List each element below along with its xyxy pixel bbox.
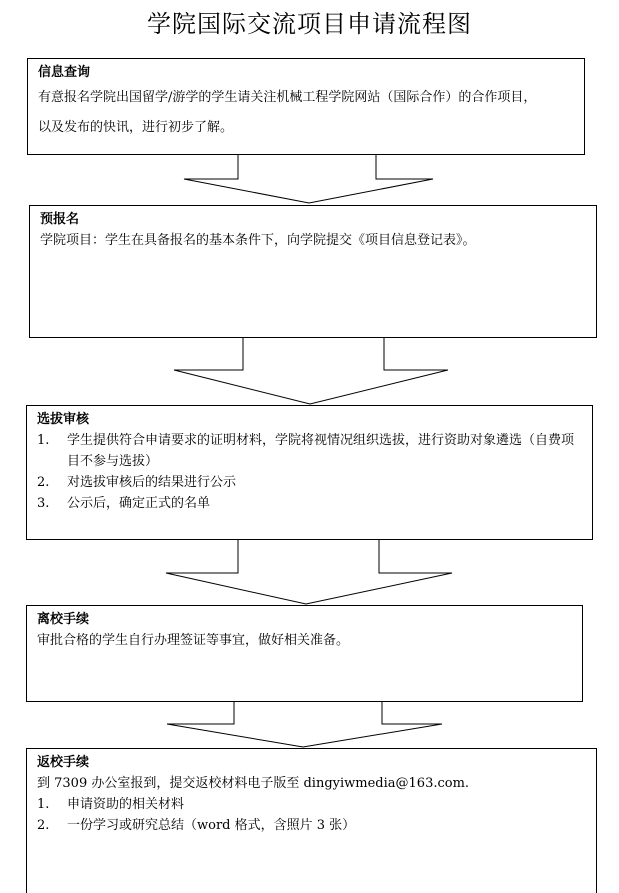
flow-arrow-2 <box>174 337 448 404</box>
list-text: 一份学习或研究总结（word 格式，含照片 3 张） <box>67 818 356 833</box>
list-number: 2. <box>37 818 50 833</box>
page-title: 学院国际交流项目申请流程图 <box>147 10 472 38</box>
step-heading: 返校手续 <box>37 755 90 770</box>
list-item <box>37 472 582 493</box>
step-selection-review <box>26 405 593 540</box>
list-number: 1. <box>37 797 50 812</box>
flow-arrow-4 <box>167 701 442 747</box>
step-list <box>37 430 582 514</box>
step-text: 学院项目：学生在具备报名的基本条件下，向学院提交《项目信息登记表》。 <box>40 233 476 248</box>
flow-arrow-1 <box>184 154 433 203</box>
list-text: 学生提供符合申请要求的证明材料，学院将视情况组织选拔，进行资助对象遴选（自费项目不参与选拔） <box>67 433 575 469</box>
step-return-procedures <box>26 748 597 893</box>
list-text: 对选拔审核后的结果进行公示 <box>67 475 237 490</box>
list-number: 3. <box>37 496 50 511</box>
step-text: 审批合格的学生自行办理签证等事宜，做好相关准备。 <box>37 633 350 648</box>
step-pre-registration <box>29 205 597 338</box>
step-departure-procedures <box>26 605 583 702</box>
list-item <box>37 430 582 472</box>
step-text: 有意报名学院出国留学/游学的学生请关注机械工程学院网站（国际合作）的合作项目， <box>38 90 537 105</box>
list-text: 公示后，确定正式的名单 <box>67 496 211 511</box>
list-text: 申请资助的相关材料 <box>67 797 185 812</box>
step-heading: 离校手续 <box>37 612 90 627</box>
list-item <box>37 815 586 836</box>
step-heading: 信息查询 <box>38 65 91 80</box>
list-item <box>37 493 582 514</box>
list-item <box>37 794 586 815</box>
step-heading: 预报名 <box>40 212 80 227</box>
step-list <box>37 794 586 836</box>
list-number: 2. <box>37 475 50 490</box>
step-info-query <box>27 58 585 155</box>
list-number: 1. <box>37 433 50 448</box>
step-text: 到 7309 办公室报到，提交返校材料电子版至 dingyiwmedia@163.com. <box>37 776 470 791</box>
step-heading: 选拔审核 <box>37 412 90 427</box>
flow-arrow-3 <box>166 539 452 604</box>
step-text: 以及发布的快讯，进行初步了解。 <box>38 120 234 135</box>
